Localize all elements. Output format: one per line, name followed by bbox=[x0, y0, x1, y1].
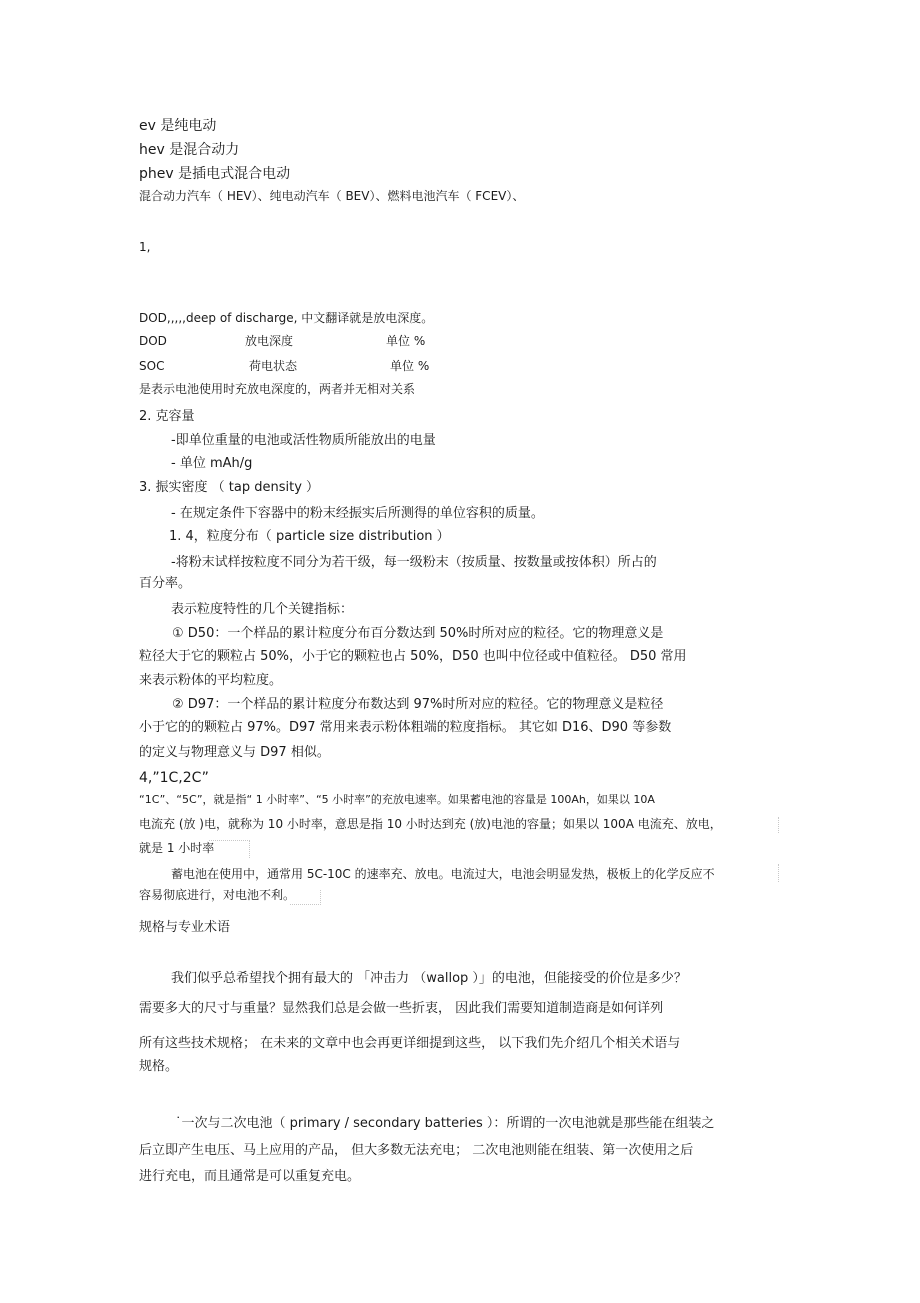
primary-secondary-line-3: 进行充电，而且通常是可以重复充电。 bbox=[139, 1169, 361, 1184]
dod-definition: DOD,,,,,deep of discharge, 中文翻译就是放电深度。 bbox=[139, 311, 434, 325]
dod-meaning: 放电深度 bbox=[245, 334, 294, 348]
section-particle-size: 1. 4，粒度分布（ particle size distribution ） bbox=[169, 529, 450, 544]
definition-phev: phev 是插电式混合电动 bbox=[139, 166, 291, 182]
dotted-frame bbox=[778, 864, 779, 882]
section-gram-capacity: 2. 克容量 bbox=[139, 409, 195, 424]
vehicle-types-line: 混合动力汽车（ HEV）、纯电动汽车（ BEV）、燃料电池汽车（ FCEV）、 bbox=[139, 189, 525, 203]
d50-definition: ① D50：一个样品的累计粒度分布百分数达到 50%时所对应的粒径。它的物理意义是 bbox=[172, 626, 664, 641]
key-indicators-heading: 表示粒度特性的几个关键指标： bbox=[171, 602, 354, 617]
section-tap-density: 3. 振实密度 （ tap density ） bbox=[139, 480, 320, 495]
c-rate-definition-cont: 电流充 (放 )电，就称为 10 小时率，意思是指 10 小时达到充 (放)电池的容量；如果以 100A 电流充、放电， bbox=[139, 817, 722, 831]
d50-definition-end: 来表示粉体的平均粒度。 bbox=[139, 673, 283, 688]
primary-secondary-line-1: ˙一次与二次电池（ primary / secondary batteries ）：所谓的一次电池就是那些能在组装之 bbox=[175, 1116, 715, 1131]
soc-meaning: 荷电状态 bbox=[249, 359, 298, 373]
dotted-frame bbox=[209, 840, 250, 858]
specs-intro-line-3: 所有这些技术规格； 在未来的文章中也会再更详细提到这些， 以下我们先介绍几个相关术语与 bbox=[139, 1036, 681, 1051]
c-rate-usage-note-cont: 容易彻底进行，对电池不利。 bbox=[139, 888, 296, 902]
tap-density-definition: - 在规定条件下容器中的粉末经振实后所测得的单位容积的质量。 bbox=[171, 506, 544, 521]
specs-intro-line-1: 我们似乎总希望找个拥有最大的 「冲击力 （wallop ）」的电池，但能接受的价位是多少？ bbox=[171, 971, 687, 986]
section-specs-terms: 规格与专业术语 bbox=[139, 920, 231, 935]
soc-label: SOC bbox=[139, 359, 165, 373]
dod-unit: 单位 % bbox=[386, 334, 426, 348]
gram-capacity-unit: - 单位 mAh/g bbox=[171, 456, 253, 471]
definition-ev: ev 是纯电动 bbox=[139, 118, 217, 134]
soc-unit: 单位 % bbox=[390, 359, 430, 373]
gram-capacity-definition: -即单位重量的电池或活性物质所能放出的电量 bbox=[171, 433, 436, 448]
dotted-frame bbox=[290, 890, 321, 905]
d50-definition-cont: 粒径大于它的颗粒占 50%，小于它的颗粒也占 50%，D50 也叫中位径或中值粒径。 D50 常用 bbox=[139, 649, 687, 664]
dod-label: DOD bbox=[139, 334, 167, 348]
c-rate-definition: “1C”、“5C”，就是指“ 1 小时率”、“5 小时率”的充放电速率。如果蓄电池的容量是 100Ah，如果以 10A bbox=[139, 793, 655, 806]
specs-intro-line-2: 需要多大的尺寸与重量？显然我们总是会做一些折衷， 因此我们需要知道制造商是如何详列 bbox=[139, 1001, 664, 1016]
particle-size-definition-cont: 百分率。 bbox=[139, 576, 192, 591]
c-rate-definition-end: 就是 1 小时率 bbox=[139, 841, 215, 855]
section-c-rate: 4,”1C,2C” bbox=[139, 770, 209, 786]
primary-secondary-line-2: 后立即产生电压、马上应用的产品， 但大多数无法充电； 二次电池则能在组装、第一次使用之后 bbox=[139, 1143, 694, 1158]
item-number: 1, bbox=[139, 240, 151, 254]
d97-definition: ② D97：一个样品的累计粒度分布数达到 97%时所对应的粒径。它的物理意义是粒径 bbox=[172, 697, 664, 712]
dotted-frame bbox=[778, 817, 779, 833]
definition-hev: hev 是混合动力 bbox=[139, 142, 240, 158]
d97-definition-end: 的定义与物理意义与 D97 相似。 bbox=[139, 745, 330, 760]
d97-definition-cont: 小于它的的颗粒占 97%。D97 常用来表示粉体粗端的粒度指标。 其它如 D16、D90 等参数 bbox=[139, 720, 672, 735]
particle-size-definition: -将粉末试样按粒度不同分为若干级，每一级粉末（按质量、按数量或按体积）所占的 bbox=[171, 555, 657, 570]
dod-soc-note: 是表示电池使用时充放电深度的，两者并无相对关系 bbox=[139, 382, 416, 396]
specs-intro-line-4: 规格。 bbox=[139, 1059, 179, 1074]
c-rate-usage-note: 蓄电池在使用中，通常用 5C-10C 的速率充、放电。电流过大，电池会明显发热，极板上的化学反应不 bbox=[171, 867, 715, 881]
